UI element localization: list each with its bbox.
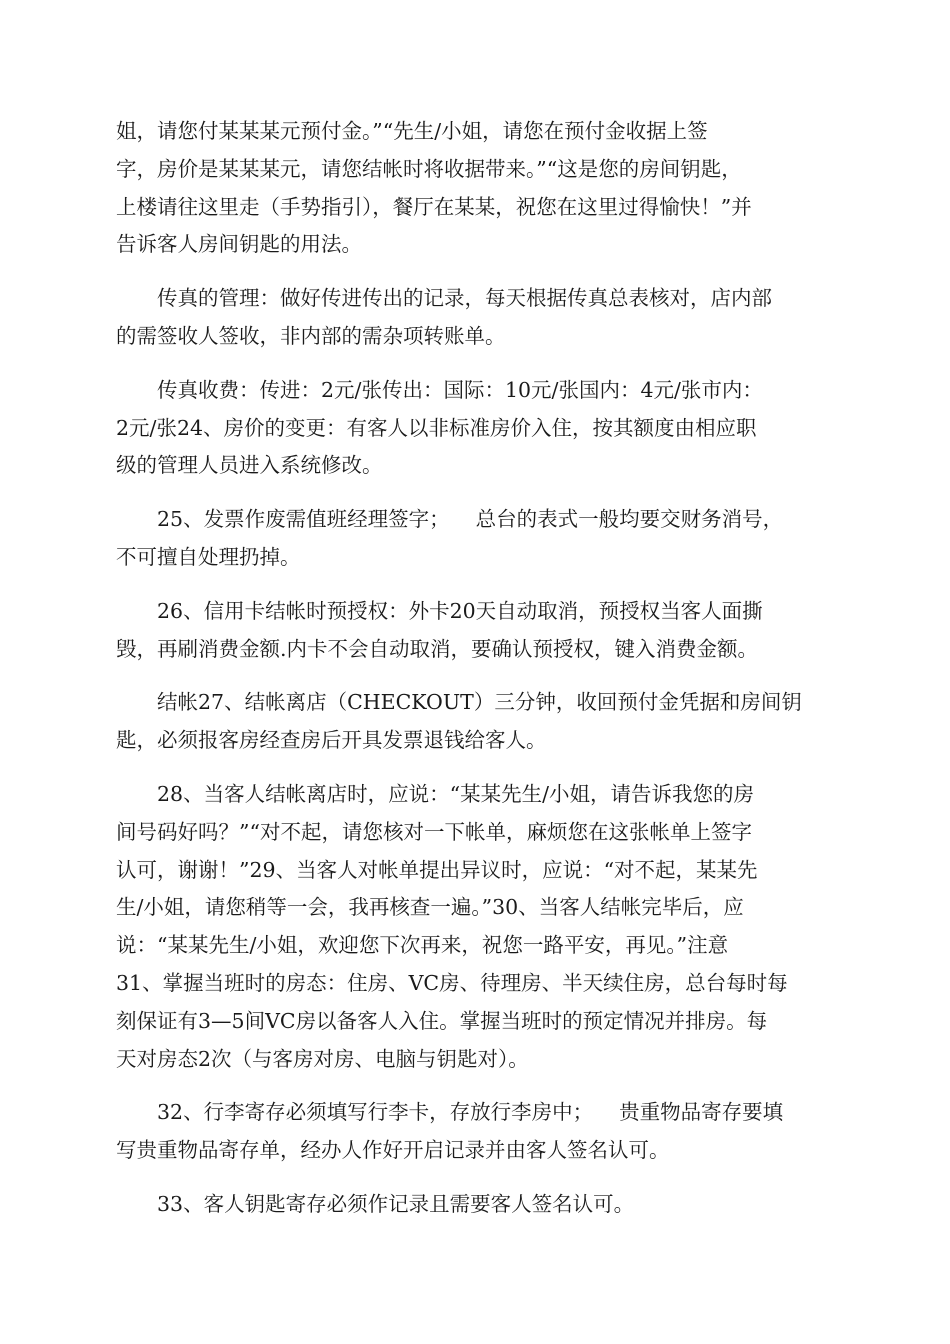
text-line: 32、行李寄存必须填写行李卡，存放行李房中； 贵重物品寄存要填 [157,1100,784,1125]
paragraph-fax-fees [116,372,838,485]
text-line: 姐，请您付某某某元预付金。”“先生/小姐，请您在预付金收据上签 [116,119,708,143]
text-line: 不可擅自处理扔掉。 [116,544,301,569]
text-line: 天对房态2次（与客房对房、电脑与钥匙对）。 [116,1046,529,1071]
text-line: 刻保证有3—5间VC房以备客人入住。掌握当班时的预定情况并排房。每 [116,1008,768,1033]
document-page [116,113,838,1240]
text-line: 写贵重物品寄存单，经办人作好开启记录并由客人签名认可。 [116,1138,670,1163]
paragraph-item-26 [116,593,838,669]
text-line: 结帐27、结帐离店（CHECKOUT）三分钟，收回预付金凭据和房间钥 [157,690,802,715]
text-line: 33、客人钥匙寄存必须作记录且需要客人签名认可。 [157,1191,635,1216]
paragraph-item-27 [116,684,838,760]
text-line: 31、掌握当班时的房态：住房、VC房、待理房、半天续住房，总台每时每 [116,970,788,995]
paragraph-fax-management [116,280,838,356]
text-line: 的需签收人签收，非内部的需杂项转账单。 [116,323,506,348]
text-line: 传真的管理：做好传进传出的记录，每天根据传真总表核对，店内部 [157,286,772,311]
text-line: 匙，必须报客房经查房后开具发票退钱给客人。 [116,728,547,753]
text-line: 26、信用卡结帐时预授权：外卡20天自动取消，预授权当客人面撕 [157,598,763,623]
text-line: 间号码好吗？”“对不起，请您核对一下帐单，麻烦您在这张帐单上签字 [116,819,752,844]
paragraph-item-32 [116,1094,838,1170]
paragraph-items-28-31 [116,776,838,1078]
paragraph-item-33 [116,1186,838,1224]
text-line: 上楼请往这里走（手势指引），餐厅在某某，祝您在这里过得愉快！”并 [116,194,752,219]
text-line: 级的管理人员进入系统修改。 [116,453,383,478]
text-line: 25、发票作废需值班经理签字； 总台的表式一般均要交财务消号， [157,507,784,532]
text-line: 毁，再刷消费金额.内卡不会自动取消，要确认预授权，键入消费金额。 [116,636,759,661]
text-line: 告诉客人房间钥匙的用法。 [116,232,362,257]
text-line: 说：“某某先生/小姐，欢迎您下次再来，祝您一路平安，再见。”注意 [116,933,729,958]
paragraph-deposit-greeting [116,113,838,264]
text-line: 生/小姐，请您稍等一会，我再核查一遍。”30、当客人结帐完毕后，应 [116,895,744,920]
text-line: 28、当客人结帐离店时，应说：“某某先生/小姐，请告诉我您的房 [157,781,754,806]
text-line: 字，房价是某某某元，请您结帐时将收据带来。”“这是您的房间钥匙， [116,156,742,181]
paragraph-item-25 [116,501,838,577]
text-line: 传真收费：传进：2元/张传出：国际：10元/张国内：4元/张市内： [157,377,763,402]
text-line: 认可，谢谢！”29、当客人对帐单提出异议时，应说：“对不起，某某先 [116,857,758,882]
text-line: 2元/张24、房价的变更：有客人以非标准房价入住，按其额度由相应职 [116,415,757,440]
